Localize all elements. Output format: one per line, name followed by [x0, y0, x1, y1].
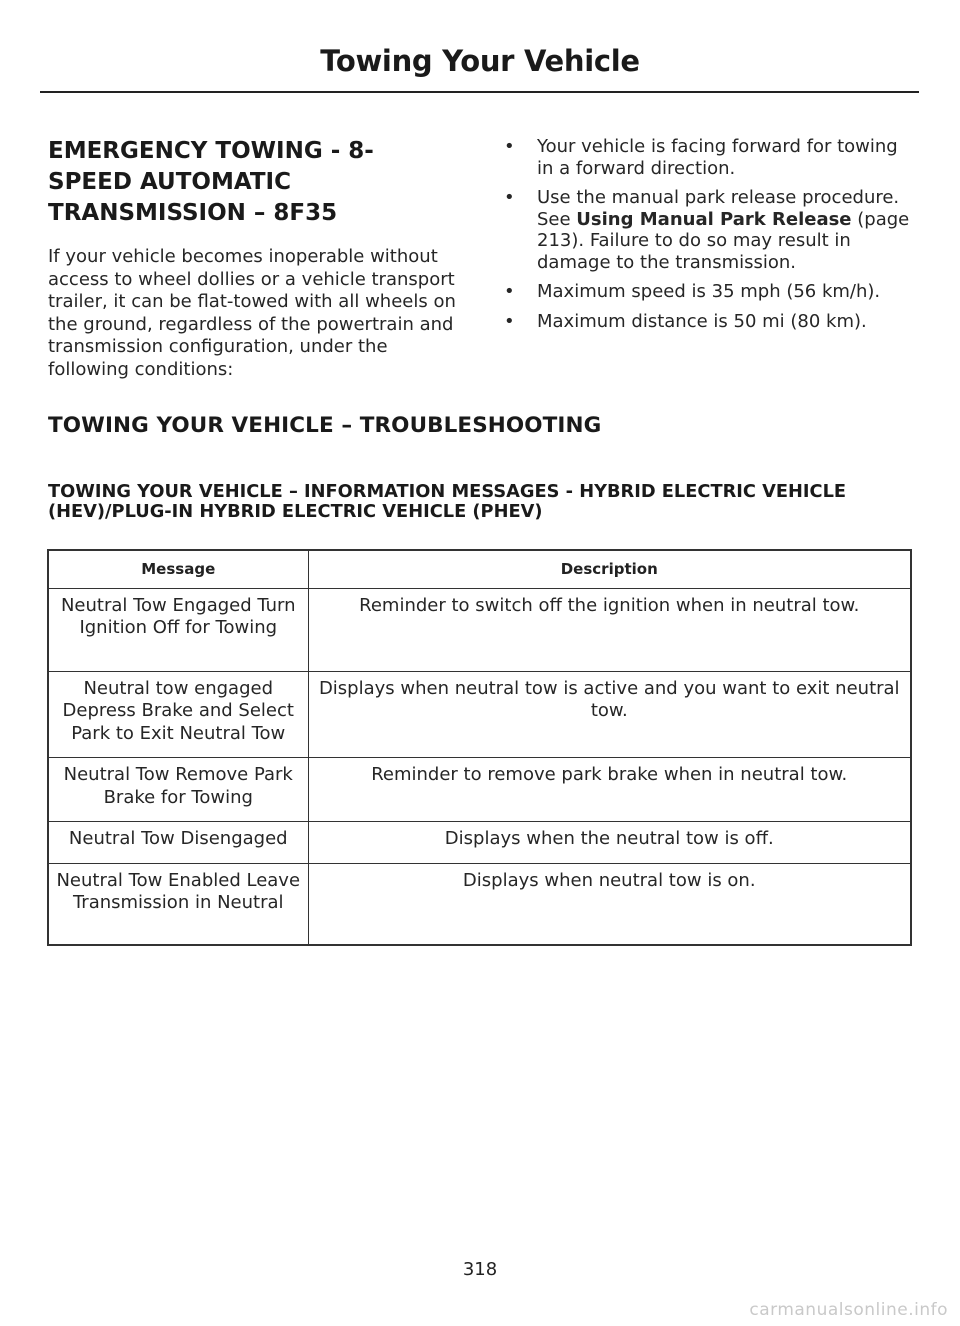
message-cell: Neutral Tow Engaged Turn Ignition Off for Towing: [48, 588, 308, 671]
condition-text: Use the manual park release procedure. See: [537, 187, 900, 230]
table-row: [48, 863, 911, 945]
table-row: [48, 671, 911, 758]
message-cell: Neutral Tow Remove Park Brake for Towing: [48, 758, 308, 822]
table-row: [48, 822, 911, 864]
bullet-icon: •: [504, 187, 515, 208]
condition-text: Maximum distance is 50 mi (80 km).: [537, 310, 867, 332]
section-heading-emergency-towing: EMERGENCY TOWING - 8-SPEED AUTOMATIC TRANSMISSION – 8F35: [48, 138, 374, 226]
page-title: Towing Your Vehicle: [320, 44, 640, 78]
message-cell: Neutral Tow Enabled Leave Transmission in Neutral: [48, 863, 308, 945]
list-item: [504, 187, 919, 273]
description-cell: Reminder to remove park brake when in neutral tow.: [308, 758, 911, 822]
manual-park-release-link[interactable]: Using Manual Park Release: [576, 208, 852, 230]
subsection-heading-information-messages: TOWING YOUR VEHICLE – INFORMATION MESSAGES - HYBRID ELECTRIC VEHICLE (HEV)/PLUG-IN HYBRID ELECTRIC VEHICLE (PHEV): [48, 481, 847, 522]
bullet-icon: •: [504, 281, 515, 302]
message-cell: Neutral tow engaged Depress Brake and Select Park to Exit Neutral Tow: [48, 671, 308, 758]
information-messages-table: [47, 549, 912, 946]
section-heading-troubleshooting: TOWING YOUR VEHICLE – TROUBLESHOOTING: [48, 413, 602, 438]
bullet-icon: •: [504, 310, 515, 332]
message-cell: Neutral Tow Disengaged: [48, 822, 308, 864]
table-header-row: [48, 550, 911, 588]
list-item: [504, 311, 919, 333]
column-header-message: Message: [48, 550, 308, 588]
condition-text: Maximum speed is 35 mph (56 km/h).: [537, 281, 881, 302]
page-number: 318: [462, 1259, 498, 1280]
list-item: [504, 136, 919, 179]
list-item: [504, 281, 919, 303]
description-cell: Displays when neutral tow is on.: [308, 863, 911, 945]
condition-text: (page 213). Failure to do so may result in damage to the transmission.: [537, 208, 910, 273]
column-header-description: Description: [308, 550, 911, 588]
table-row: [48, 588, 911, 671]
condition-text: Your vehicle is facing forward for towing in a forward direction.: [537, 136, 898, 179]
watermark: carmanualsonline.info: [749, 1300, 948, 1320]
description-cell: Reminder to switch off the ignition when in neutral tow.: [308, 588, 911, 671]
description-cell: Displays when the neutral tow is off.: [308, 822, 911, 864]
description-cell: Displays when neutral tow is active and you want to exit neutral tow.: [308, 671, 911, 758]
intro-paragraph: If your vehicle becomes inoperable without access to wheel dollies or a vehicle transport trailer, it can be flat-towed with all wheels on the ground, regardless of the powertrain and transmission configuration, under the following conditions:: [48, 246, 456, 380]
table-row: [48, 758, 911, 822]
towing-conditions-list: [504, 136, 919, 340]
bullet-icon: •: [504, 136, 515, 157]
title-divider: [40, 91, 919, 93]
